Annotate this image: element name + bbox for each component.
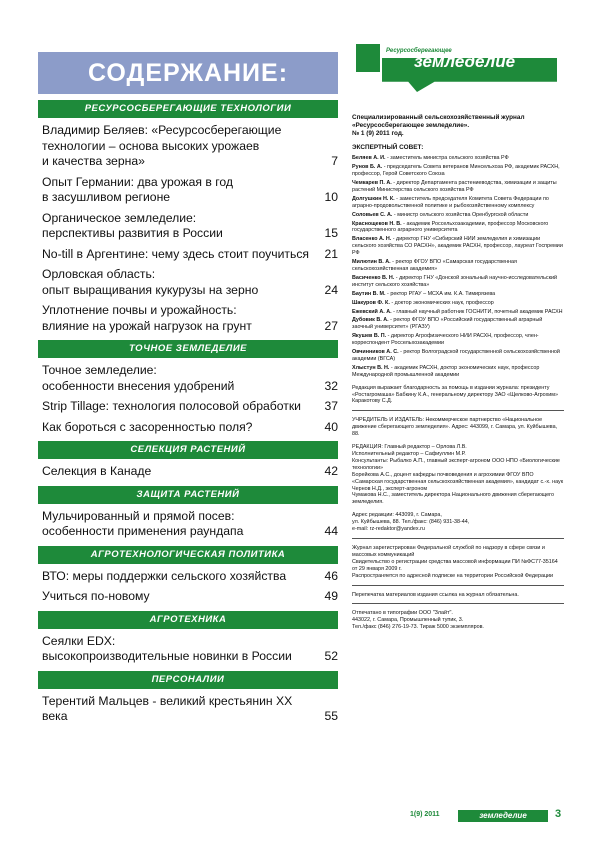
toc-entry-title: Селекция в Канаде (42, 464, 152, 478)
council-member (352, 275, 564, 289)
toc-entry-page: 24 (324, 282, 338, 297)
toc-sections (38, 100, 338, 725)
toc-entry-page: 55 (324, 709, 338, 723)
footer-brand: земледелие (458, 810, 548, 822)
council-member-name: Беляев А. И. (352, 155, 386, 162)
council-member-desc: - академик РАСХН, доктор экономических наук, профессор Международной промышленной академии (352, 364, 540, 378)
council-member (352, 180, 564, 194)
toc-entry-page: 37 (324, 399, 338, 413)
council-member-desc: - главный научный работник ГОСНИТИ, почетный академик РАСХН (391, 308, 563, 315)
toc-entry[interactable] (38, 211, 338, 242)
address-text: Адрес редакции: 443099, г. Самара, ул. Куйбышева, 88. Тел./факс: (846) 931-38-44, e-mail: rz-redaktor@yandex.ru (352, 512, 470, 533)
registration-text: Журнал зарегистрирован Федеральной службой по надзору в сфере связи и массовых коммуникаций Свидетельство о регистрации средства массовой информации ПИ №ФС77-35164 от 29 января 2009 г. Распространяется по адресной подписке на территории Российской Федерации (352, 544, 558, 579)
toc-entry-page: 10 (324, 190, 338, 204)
logo-sprout-icon (356, 44, 380, 72)
council-member (352, 196, 564, 210)
toc-entry[interactable] (38, 123, 338, 170)
toc-title: СОДЕРЖАНИЕ: (87, 58, 289, 87)
journal-logo (352, 44, 564, 106)
toc-entry-title: Орловская область: опыт выращивания кукурузы на зерно (42, 267, 259, 297)
section-header: АГРОТЕХНИКА (38, 611, 338, 629)
logo-word: земледелие (414, 52, 516, 71)
toc-entry-title: Как бороться с засоренностью поля? (42, 419, 253, 434)
divider (352, 585, 564, 586)
council-member-desc: - заместитель министра сельского хозяйства РФ (385, 155, 509, 162)
council-member (352, 317, 564, 331)
council-member (352, 164, 564, 178)
journal-description: Специализированный сельскохозяйственный журнал «Ресурсосберегающее земледелие». № 1 (9) 2011 год. (352, 114, 525, 137)
council-member-desc: - академик Россельхозакадемии, профессор Московского государственного аграрного университета (352, 220, 549, 234)
toc-entry[interactable] (38, 303, 338, 334)
toc-entry-page: 44 (324, 524, 338, 538)
founder-text: УЧРЕДИТЕЛЬ И ИЗДАТЕЛЬ: Некоммерческое партнерство «Национальное движение сберегающего земледелия». Адрес: 443099, г. Самара, ул. Куйбышева, 88. (352, 417, 558, 438)
table-of-contents (38, 52, 338, 725)
council-member (352, 349, 564, 363)
logo-top-text: Ресурсосберегающее (386, 48, 452, 54)
toc-entry-page: 49 (324, 589, 338, 603)
council-member (352, 221, 564, 235)
printed-text: Отпечатано в типографии ООО "Злайт". 443022, г. Самара, Промышленный тупик, 3. Тел./факс (846) 276-19-73. Тираж 5000 экземпляров. (352, 610, 484, 631)
council-member-name: Баутин В. М. (352, 290, 386, 297)
section-header: ПЕРСОНАЛИИ (38, 671, 338, 689)
council-member-desc: - ректор РГАУ – МСХА им. К.А. Тимирязева (385, 290, 496, 297)
toc-entry-title: Опыт Германии: два урожая в год в засушливом регионе (42, 174, 233, 204)
council-member-desc: - директор ГНУ «Сибирский НИИ земледелия и химизации сельского хозяйства СО РАСХН», академик РАСХН, профессор, лауреат Госпремии РФ (352, 236, 563, 257)
toc-entry-title: Точное земледелие: особенности внесения удобрений (42, 363, 235, 393)
council-member-name: Милютин В. А. (352, 259, 391, 266)
page-number: 3 (555, 808, 562, 820)
council-member-desc: - ректор ФГОУ ВПО «Самарская государственная сельскохозяйственная академия» (352, 259, 517, 272)
toc-entry-title: Strip Tillage: технология полосовой обработки (42, 399, 301, 413)
toc-entry-page: 46 (324, 568, 338, 583)
reprint-text: Перепечатка материалов издания ссылка на журнал обязательна. (352, 591, 519, 598)
council-member-desc: - доктор экономических наук, профессор (389, 299, 494, 306)
council-member (352, 309, 564, 316)
council-member-name: Чемкарев П. А. (352, 180, 392, 187)
divider (352, 538, 564, 539)
divider (352, 603, 564, 604)
footer-issue: 1(9) 2011 (410, 811, 440, 818)
council-member-name: Краснощеков Н. В. (352, 220, 402, 227)
toc-entry[interactable] (38, 420, 338, 436)
toc-entry[interactable] (38, 363, 338, 394)
council-member-name: Соловьев С. А. (352, 211, 393, 218)
council-member (352, 155, 564, 162)
council-member-desc: - ректор ФГОУ ВПО «Российский государственный аграрный заочный университет» (РГАЗУ) (352, 317, 543, 331)
toc-entry-page: 42 (324, 464, 338, 478)
council-member (352, 365, 564, 379)
thanks-text: Редакция выражает благодарность за помощь в издании журнала: президенту «Ростагромаша» Бабкину К.А., генеральному директору ЗАО «Щелково-Агрохим» Каракотову С.Д. (352, 384, 559, 405)
toc-entry[interactable] (38, 247, 338, 263)
toc-entry-title: ВТО: меры поддержки сельского хозяйства (42, 568, 287, 583)
toc-entry-title: Мульчированный и прямой посев: особенности применения раундапа (42, 508, 244, 538)
toc-entry-title: Уплотнение почвы и урожайность: влияние на урожай нагрузок на грунт (42, 303, 252, 333)
council-member-desc: - министр сельского хозяйства Оренбургской области (392, 211, 529, 218)
council-member-name: Долгушкин Н. К. (352, 195, 395, 202)
council-member-name: Ежевский А. А. (352, 308, 392, 315)
toc-entry[interactable] (38, 694, 338, 725)
council-member-desc: - директор Департамента растениеводства, химизации и защиты растений Министерства сельского хозяйства РФ (352, 180, 557, 193)
council-member-name: Власенко А. Н. (352, 236, 392, 243)
council-member-name: Шакуров Ф. К. (352, 299, 390, 306)
council-member-name: Якушев В. П. (352, 333, 387, 340)
editorial-text: РЕДАКЦИЯ: Главный редактор – Орлова Л.В. Исполнительный редактор – Сафиуллин М.Р. Консультанты: Рыбалко А.П., главный эксперт-агроном ООО НПО «Биологические технологии» Борейкова А.С., доцент кафедры почвоведения и агрохимии ФГОУ ВПО «Самарская государственная сельскохозяйственная академия», кандидат с.-х. наук Чернов Н.Д., эксперт-агроном Чумакова Н.С., заместитель директора Национального движения сберегающего земледелия. (352, 444, 564, 506)
council-header: ЭКСПЕРТНЫЙ СОВЕТ: (352, 144, 424, 152)
council-member (352, 212, 564, 219)
page-footer (410, 808, 570, 826)
toc-entry-title: No-till в Аргентине: чему здесь стоит поучиться (42, 246, 310, 261)
council-member-desc: - ректор Волгоградской государственной сельскохозяйственной академии (ВГСА) (352, 349, 560, 362)
toc-entry-page: 7 (331, 154, 338, 168)
divider (352, 410, 564, 411)
council-member-desc: - председатель Совета ветеранов Минсельхоза РФ, академик РАСХН, профессор, Герой Советского Союза (352, 164, 560, 178)
toc-entry[interactable] (38, 399, 338, 415)
toc-entry-title: Учиться по-новому (42, 589, 150, 603)
toc-entry-page: 32 (324, 378, 338, 393)
council-member-desc: - директор ГНУ «Донской зональный научно-исследовательский институт сельского хозяйства» (352, 274, 557, 288)
section-header: РЕСУРСОСБЕРЕГАЮЩИЕ ТЕХНОЛОГИИ (38, 100, 338, 118)
toc-entry-page: 21 (324, 246, 338, 261)
council-member-name: Рунов Б. А. (352, 164, 383, 171)
section-header: АГРОТЕХНОЛОГИЧЕСКАЯ ПОЛИТИКА (38, 546, 338, 564)
section-header: ЗАЩИТА РАСТЕНИЙ (38, 486, 338, 504)
council-member (352, 333, 564, 347)
toc-entry[interactable] (38, 569, 338, 585)
toc-entry-page: 40 (324, 419, 338, 434)
council-member-name: Овчинников А. С. (352, 349, 399, 356)
council-member-desc: - заместитель председателя Комитета Совета Федерации по аграрно-продовольственной политике и рыбохозяйственному комплексу (352, 195, 549, 209)
council-member-desc: - директор Агрофизического НИИ РАСХН, профессор, член-корреспондент Россельхозакадемии (352, 333, 539, 347)
council-member (352, 259, 564, 273)
council-member-name: Дубовик В. А. (352, 317, 389, 324)
toc-entry-page: 27 (324, 318, 338, 333)
section-header: ТОЧНОЕ ЗЕМЛЕДЕЛИЕ (38, 340, 338, 358)
toc-entry[interactable] (38, 634, 338, 665)
toc-title-box (38, 52, 338, 94)
toc-entry-page: 52 (324, 649, 338, 663)
council-list (352, 155, 564, 378)
council-member (352, 300, 564, 307)
council-member-name: Васиченко В. Н. (352, 274, 395, 281)
toc-entry-title: Органическое земледелие: перспективы развития в России (42, 210, 223, 240)
section-header: СЕЛЕКЦИЯ РАСТЕНИЙ (38, 441, 338, 459)
toc-entry-title: Терентий Мальцев - великий крестьянин XX века (42, 693, 293, 723)
toc-entry-page: 15 (324, 226, 338, 240)
toc-entry-title: Владимир Беляев: «Ресурсосберегающие технологии – основа высоких урожаев и качества зерна» (42, 123, 282, 168)
masthead (352, 44, 564, 631)
toc-entry[interactable] (38, 267, 338, 298)
toc-entry[interactable] (38, 175, 338, 206)
toc-entry[interactable] (38, 464, 338, 480)
council-member (352, 236, 564, 257)
toc-entry[interactable] (38, 509, 338, 540)
toc-entry-title: Сеялки EDX: высокопроизводительные новинки в России (42, 633, 292, 663)
council-member-name: Хлыстун В. Н. (352, 364, 390, 371)
toc-entry[interactable] (38, 589, 338, 605)
council-member (352, 291, 564, 298)
